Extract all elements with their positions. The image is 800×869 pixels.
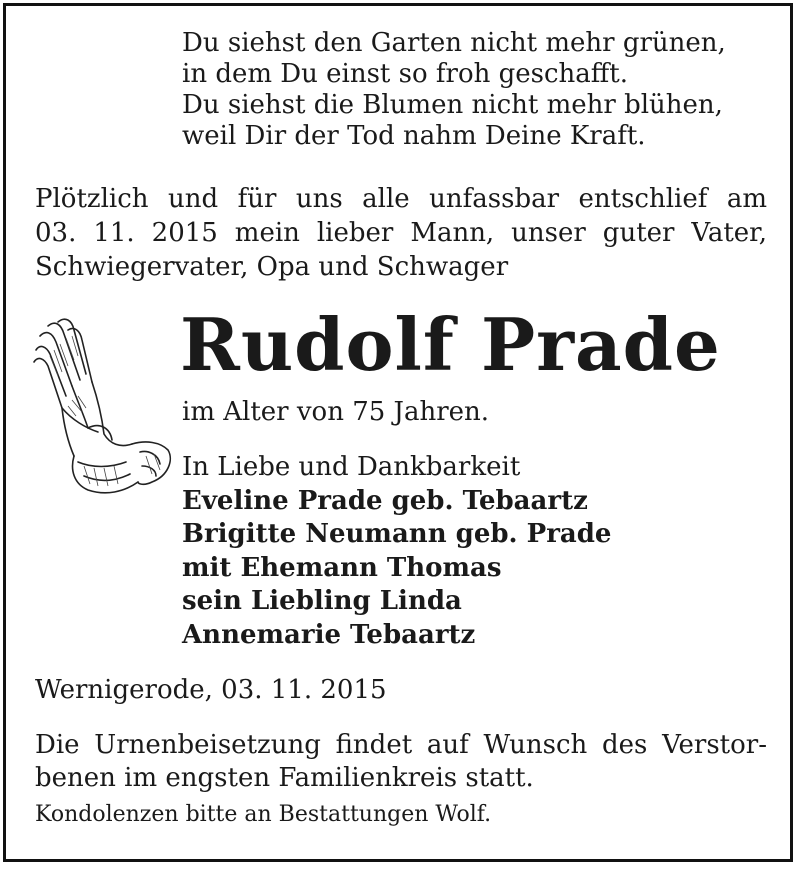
mourner: Eveline Prade geb. Tebaartz: [182, 485, 588, 516]
poem-line: weil Dir der Tod nahm Deine Kraft.: [182, 121, 646, 151]
mourner: sein Liebling Linda: [182, 586, 462, 616]
praying-hands-icon: [28, 316, 178, 501]
mourners-intro: In Liebe und Dankbarkeit: [182, 452, 521, 482]
poem-line: Du siehst den Garten nicht mehr grünen,: [182, 28, 726, 58]
mourner: Brigitte Neumann geb. Prade: [182, 519, 612, 549]
poem: [182, 28, 726, 152]
mourner: mit Ehemann Thomas: [182, 552, 502, 583]
intro-line: Schwiegervater, Opa und Schwager: [35, 252, 509, 282]
burial-note: [35, 729, 767, 795]
poem-line: Du siehst die Blumen nicht mehr blühen,: [182, 90, 723, 120]
intro-text: [35, 182, 767, 284]
age-line: im Alter von 75 Jahren.: [182, 397, 490, 427]
place-date: Wernigerode, 03. 11. 2015: [35, 675, 387, 705]
mourner: Annemarie Tebaartz: [182, 619, 476, 650]
condolences-note: Kondolenzen bitte an Bestattungen Wolf.: [35, 802, 492, 827]
intro-line: 03. 11. 2015 mein lieber Mann, unser guter Vater,: [35, 218, 767, 248]
poem-line: in dem Du einst so froh geschafft.: [182, 59, 628, 89]
mourners-block: [182, 451, 611, 652]
burial-note-line: benen im engsten Familienkreis statt.: [35, 763, 534, 793]
burial-note-line: Die Urnenbeisetzung findet auf Wunsch des Verstor-: [35, 730, 767, 760]
deceased-name: Rudolf Prade: [180, 302, 721, 387]
intro-line: Plötzlich und für uns alle unfassbar entschlief am: [35, 184, 767, 214]
